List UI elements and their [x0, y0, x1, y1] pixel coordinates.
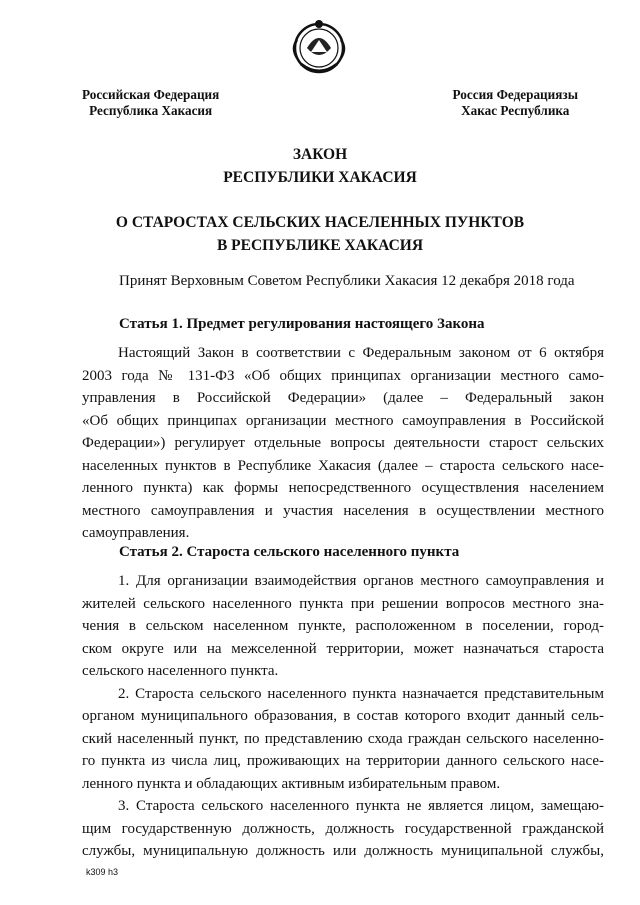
article-2-body [82, 570, 604, 863]
article-1-line: управления в Российской Федерации» (далее – Федеральный закон [82, 390, 604, 406]
article-1-line: 2003 года № 131-ФЗ «Об общих принципах организации местного само- [82, 367, 604, 384]
article-2-line: го пункта из числа лиц, проживающих на территории данного сельского насе- [82, 753, 604, 769]
document-code: k309 h3 [86, 867, 119, 877]
article-1-line: Настоящий Закон в соответствии с Федеральным законом от 6 октября [118, 345, 604, 361]
article-2-line: 2. Староста сельского населенного пункта назначается представительным [118, 685, 604, 702]
article-1-line: населенных пунктов в Республике Хакасия (далее – староста сельского насе- [82, 457, 604, 474]
law-subject [0, 211, 640, 257]
article-1-line: «Об общих принципах организации местного самоуправления в Российской [82, 412, 604, 429]
article-1-line: Федерации») регулирует отдельные вопросы деятельности старост сельских [82, 435, 604, 451]
law-title-line-1: ЗАКОН [292, 146, 348, 163]
article-1-heading: Статья 1. Предмет регулирования настоящего Закона [119, 316, 485, 332]
header-right-country: Россия Федерациязы [452, 87, 578, 102]
article-2-line: 3. Староста сельского населенного пункта не является лицом, замещаю- [118, 798, 604, 814]
article-2-line: жителей сельского населенного пункта при решении вопросов местного зна- [82, 595, 604, 612]
article-1-body [82, 342, 604, 545]
article-2-line: органом муниципального образования, в состав которого входит данный сель- [82, 708, 604, 724]
header-right-republic: Хакас Республика [461, 103, 570, 118]
article-1-line: местного самоуправления и участия населения в осуществлении местного [82, 502, 604, 519]
adoption-note: Принят Верховным Советом Республики Хакасия 12 декабря 2018 года [119, 273, 575, 289]
header-left [82, 87, 219, 119]
article-2-heading: Статья 2. Староста сельского населенного пункта [119, 544, 460, 560]
article-2-line: 1. Для организации взаимодействия органов местного самоуправления и [118, 573, 604, 589]
law-title-line-2: РЕСПУБЛИКИ ХАКАСИЯ [223, 169, 417, 186]
law-subject-line-1: О СТАРОСТАХ СЕЛЬСКИХ НАСЕЛЕННЫХ ПУНКТОВ [115, 214, 525, 231]
header-left-country: Российская Федерация [82, 87, 220, 102]
article-2-line: сельского населенного пункта. [82, 663, 279, 679]
header-right [453, 87, 578, 119]
article-1-line: самоуправления. [82, 525, 190, 541]
article-2-line: ленного пункта и обладающих активным избирательным правом. [82, 775, 501, 792]
article-1-line: ленного пункта) как формы непосредственного осуществления населением [82, 480, 604, 496]
article-2-line: щим государственную должность, должность государственной гражданской [82, 820, 604, 837]
coat-of-arms-emblem [287, 18, 351, 80]
law-subject-line-2: В РЕСПУБЛИКЕ ХАКАСИЯ [216, 237, 424, 254]
article-2-line: ском округе или на межселенной территории, может назначаться староста [82, 640, 604, 657]
article-2-line: ский населенный пункт, по представлению схода граждан сельского населенно- [82, 730, 604, 747]
header-left-republic: Республика Хакасия [89, 103, 213, 118]
law-title [0, 143, 640, 189]
article-2-line: службы, муниципальную должность или должность муниципальной службы, [82, 843, 604, 859]
article-2-line: чения в сельском населенном пункте, расположенном в поселении, город- [82, 618, 604, 634]
